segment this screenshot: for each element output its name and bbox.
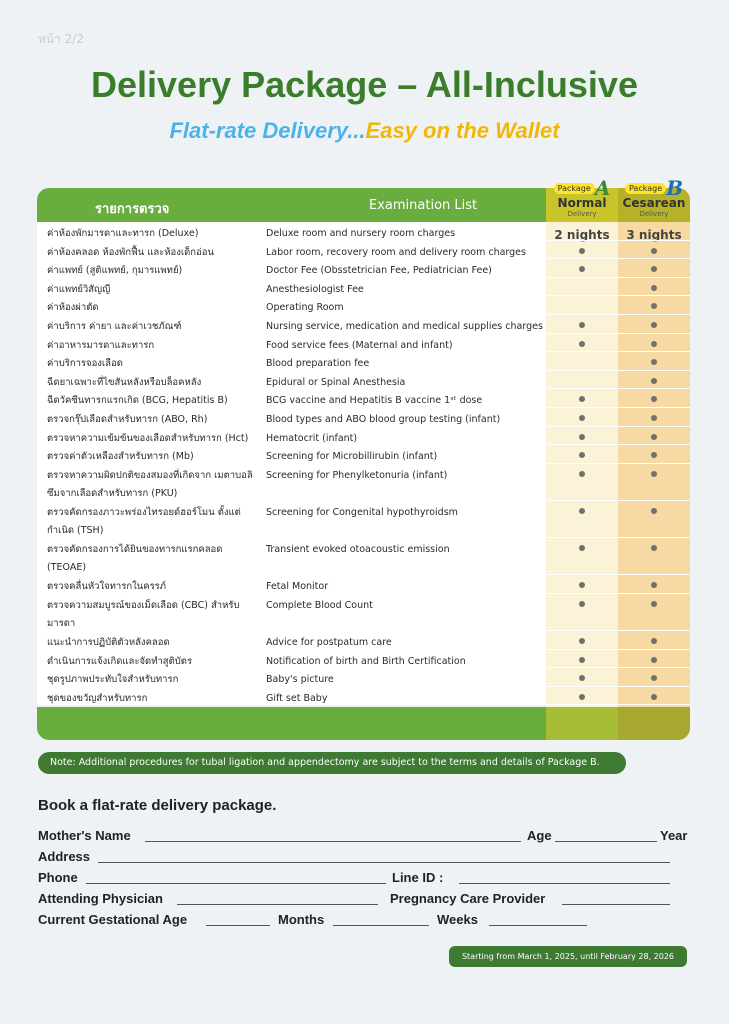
row-thai-label: ชุดรูปภาพประทับใจสำหรับทารก bbox=[47, 674, 179, 686]
table-row bbox=[37, 668, 690, 687]
row-english-label: Screening for Microbillirubin (infant) bbox=[266, 451, 438, 463]
footer-package-a bbox=[546, 707, 618, 740]
table-row bbox=[37, 241, 690, 260]
address-field[interactable] bbox=[98, 862, 670, 863]
package-b-name: Cesarean bbox=[622, 196, 686, 210]
package-b-included-dot bbox=[651, 471, 657, 477]
table-footer bbox=[37, 707, 546, 740]
package-b-included-dot bbox=[651, 675, 657, 681]
table-body bbox=[37, 222, 690, 705]
package-b-included-dot bbox=[651, 582, 657, 588]
row-thai-label: ตรวจคัดกรองการได้ยินของทารกแรกคลอด (TEOAE) bbox=[47, 544, 223, 574]
table-row bbox=[37, 315, 690, 334]
package-a-included-dot bbox=[579, 545, 585, 551]
row-thai-label: ค่าห้องคลอด ห้องพักฟื้น และห้องเด็กอ่อน bbox=[47, 246, 214, 258]
row-english-label: Advice for postpatum care bbox=[266, 637, 392, 649]
table-row bbox=[37, 594, 690, 631]
package-b-included-dot bbox=[651, 638, 657, 644]
gestational-weeks-field[interactable] bbox=[333, 925, 429, 926]
table-row bbox=[37, 538, 690, 575]
subtitle-part-b: Easy on the Wallet bbox=[365, 118, 560, 143]
validity-dates-badge: Starting from March 1, 2025, until February 28, 2026 bbox=[449, 946, 687, 967]
footer-package-b bbox=[618, 707, 690, 740]
row-english-label: Fetal Monitor bbox=[266, 581, 329, 593]
package-b-letter: B bbox=[666, 176, 684, 200]
row-english-label: Epidural or Spinal Anesthesia bbox=[266, 376, 406, 388]
table-row bbox=[37, 259, 690, 278]
page-title: Delivery Package – All-Inclusive bbox=[91, 64, 638, 105]
weeks-label: Weeks bbox=[437, 912, 478, 927]
row-thai-label: ค่าแพทย์ (สูติแพทย์, กุมารแพทย์) bbox=[47, 265, 183, 277]
table-row bbox=[37, 575, 690, 594]
table-row bbox=[37, 687, 690, 706]
row-thai-label: ค่าแพทย์วิสัญญี bbox=[47, 283, 111, 295]
table-row bbox=[37, 352, 690, 371]
row-english-label: Screening for Phenylketonuria (infant) bbox=[266, 469, 448, 481]
table-row bbox=[37, 371, 690, 390]
package-a-included-dot bbox=[579, 508, 585, 514]
phone-field[interactable] bbox=[86, 883, 386, 884]
package-b-included-dot bbox=[651, 545, 657, 551]
package-a-letter: A bbox=[594, 176, 611, 200]
package-a-included-dot bbox=[579, 341, 585, 347]
package-b-included-dot bbox=[651, 415, 657, 421]
line-id-label: Line ID : bbox=[392, 870, 444, 885]
table-row bbox=[37, 278, 690, 297]
row-english-label: Blood types and ABO blood group testing (infant) bbox=[266, 413, 501, 425]
package-a-sub: Delivery bbox=[567, 210, 597, 218]
package-b-included-dot bbox=[651, 341, 657, 347]
row-thai-label: ค่าอาหารมารดาและทารก bbox=[47, 339, 155, 351]
header-english: Examination List bbox=[369, 198, 478, 213]
table-row bbox=[37, 650, 690, 669]
package-b-included-dot bbox=[651, 508, 657, 514]
gestational-age-label: Current Gestational Age bbox=[38, 912, 188, 927]
table-row bbox=[37, 631, 690, 650]
form-title: Book a flat-rate delivery package. bbox=[38, 797, 277, 814]
table-row bbox=[37, 464, 690, 501]
table-row bbox=[37, 334, 690, 353]
age-field[interactable] bbox=[555, 841, 657, 842]
page-subtitle bbox=[0, 118, 729, 144]
row-english-label: Food service fees (Maternal and infant) bbox=[266, 339, 453, 351]
row-thai-label: ตรวจคลื่นหัวใจทารกในครรภ์ bbox=[47, 581, 167, 593]
age-label: Age bbox=[527, 828, 552, 843]
package-a-included-dot bbox=[579, 657, 585, 663]
row-thai-label: ดำเนินการแจ้งเกิดและจัดทำสูติบัตร bbox=[47, 655, 193, 667]
package-b-included-dot bbox=[651, 396, 657, 402]
pregnancy-care-provider-field[interactable] bbox=[562, 904, 670, 905]
table-row bbox=[37, 408, 690, 427]
row-thai-label: แนะนำการปฏิบัติตัวหลังคลอด bbox=[47, 637, 170, 649]
package-b-included-dot bbox=[651, 248, 657, 254]
package-a-included-dot bbox=[579, 582, 585, 588]
row-english-label: Gift set Baby bbox=[266, 692, 328, 704]
row-thai-label: ค่าบริการ ค่ายา และค่าเวชภัณฑ์ bbox=[47, 320, 182, 332]
attending-physician-field[interactable] bbox=[177, 904, 378, 905]
row-english-label: BCG vaccine and Hepatitis B vaccine 1ˢᵗ dose bbox=[266, 395, 483, 407]
row-thai-label: ค่าห้องพักมารดาและทารก (Deluxe) bbox=[47, 228, 199, 239]
package-b-nights: 3 nights bbox=[626, 228, 682, 242]
table-row bbox=[37, 389, 690, 408]
row-thai-label: ค่าบริการจองเลือด bbox=[47, 358, 123, 370]
package-a-included-dot bbox=[579, 434, 585, 440]
pregnancy-care-provider-label: Pregnancy Care Provider bbox=[390, 891, 546, 906]
package-a-included-dot bbox=[579, 415, 585, 421]
package-b-included-dot bbox=[651, 322, 657, 328]
package-b-included-dot bbox=[651, 378, 657, 384]
row-thai-label: ฉีดยาเฉพาะที่ไขสันหลังหรือบล็อคหลัง bbox=[47, 376, 202, 388]
gestational-months-field[interactable] bbox=[206, 925, 270, 926]
package-a-included-dot bbox=[579, 248, 585, 254]
row-thai-label: ตรวจกรุ๊ปเลือดสำหรับทารก (ABO, Rh) bbox=[47, 413, 208, 425]
row-thai-label: ตรวจคัดกรองภาวะพร่องไทรอยด์ฮอร์โมน ตั้งแต่กำเนิด (TSH) bbox=[47, 506, 241, 536]
weeks-extra-field[interactable] bbox=[489, 925, 587, 926]
package-a-included-dot bbox=[579, 452, 585, 458]
row-english-label: Transient evoked otoacoustic emission bbox=[266, 544, 450, 556]
row-thai-label: ตรวจความสมบูรณ์ของเม็ดเลือด (CBC) สำหรับมารดา bbox=[47, 599, 240, 629]
row-thai-label: ตรวจหาความเข้มข้นของเลือดสำหรับทารก (Hct) bbox=[47, 432, 249, 444]
package-a-included-dot bbox=[579, 601, 585, 607]
row-thai-label: ค่าห้องผ่าตัด bbox=[47, 302, 99, 314]
year-label: Year bbox=[660, 828, 688, 843]
row-english-label: Anesthesiologist Fee bbox=[266, 283, 364, 295]
package-a-included-dot bbox=[579, 694, 585, 700]
mothers-name-label: Mother's Name bbox=[38, 828, 131, 843]
package-a-included-dot bbox=[579, 266, 585, 272]
package-a-included-dot bbox=[579, 396, 585, 402]
package-table bbox=[37, 176, 690, 740]
package-b-included-dot bbox=[651, 359, 657, 365]
attending-physician-label: Attending Physician bbox=[38, 891, 163, 906]
row-english-label: Hematocrit (infant) bbox=[266, 432, 358, 444]
package-b-included-dot bbox=[651, 601, 657, 607]
package-b-included-dot bbox=[651, 285, 657, 291]
package-b-tag: Package bbox=[625, 183, 666, 194]
table-row bbox=[37, 427, 690, 446]
row-english-label: Complete Blood Count bbox=[266, 599, 373, 611]
phone-label: Phone bbox=[38, 870, 78, 885]
mothers-name-field[interactable] bbox=[145, 841, 521, 842]
row-thai-label: ชุดของขวัญสำหรับทารก bbox=[47, 692, 148, 704]
package-b-included-dot bbox=[651, 266, 657, 272]
row-english-label: Operating Room bbox=[266, 302, 344, 314]
package-a-tag: Package bbox=[554, 183, 595, 194]
row-thai-label: ตรวจค่าตัวเหลืองสำหรับทารก (Mb) bbox=[47, 451, 194, 463]
row-english-label: Baby's picture bbox=[266, 674, 334, 686]
row-thai-label: ฉีดวัคซีนทารกแรกเกิด (BCG, Hepatitis B) bbox=[47, 395, 228, 407]
package-b-included-dot bbox=[651, 303, 657, 309]
package-b-included-dot bbox=[651, 434, 657, 440]
package-b-included-dot bbox=[651, 657, 657, 663]
line-id-field[interactable] bbox=[459, 883, 670, 884]
table-row bbox=[37, 296, 690, 315]
header-thai: รายการตรวจ bbox=[95, 202, 170, 217]
row-english-label: Blood preparation fee bbox=[266, 358, 370, 370]
package-a-included-dot bbox=[579, 322, 585, 328]
row-english-label: Doctor Fee (Obsstetrician Fee, Pediatrician Fee) bbox=[266, 265, 492, 277]
address-label: Address bbox=[38, 849, 91, 864]
package-b-sub: Delivery bbox=[639, 210, 669, 218]
table-row bbox=[37, 445, 690, 464]
package-a-nights: 2 nights bbox=[554, 228, 610, 242]
package-a-included-dot bbox=[579, 638, 585, 644]
row-thai-label: ตรวจหาความผิดปกติของสมองที่เกิดจาก เมตาบอลิซึมจากเลือดสำหรับทารก (PKU) bbox=[47, 469, 253, 499]
subtitle-part-a: Flat-rate Delivery... bbox=[169, 118, 366, 143]
table-header bbox=[37, 188, 546, 222]
package-a-name: Normal bbox=[557, 196, 607, 210]
row-english-label: Labor room, recovery room and delivery room charges bbox=[266, 246, 526, 258]
package-b-included-dot bbox=[651, 452, 657, 458]
table-row bbox=[37, 501, 690, 538]
row-english-label: Screening for Congenital hypothyroidsm bbox=[266, 506, 458, 518]
table-row bbox=[37, 222, 690, 241]
row-english-label: Deluxe room and nursery room charges bbox=[266, 228, 456, 239]
package-b-included-dot bbox=[651, 694, 657, 700]
package-a-included-dot bbox=[579, 675, 585, 681]
months-label: Months bbox=[278, 912, 325, 927]
row-english-label: Notification of birth and Birth Certification bbox=[266, 655, 466, 667]
page-number: หน้า 2/2 bbox=[38, 32, 84, 46]
package-a-included-dot bbox=[579, 471, 585, 477]
note-banner: Note: Additional procedures for tubal ligation and appendectomy are subject to the terms and details of Package B. bbox=[38, 752, 626, 774]
row-english-label: Nursing service, medication and medical supplies charges bbox=[266, 320, 543, 332]
